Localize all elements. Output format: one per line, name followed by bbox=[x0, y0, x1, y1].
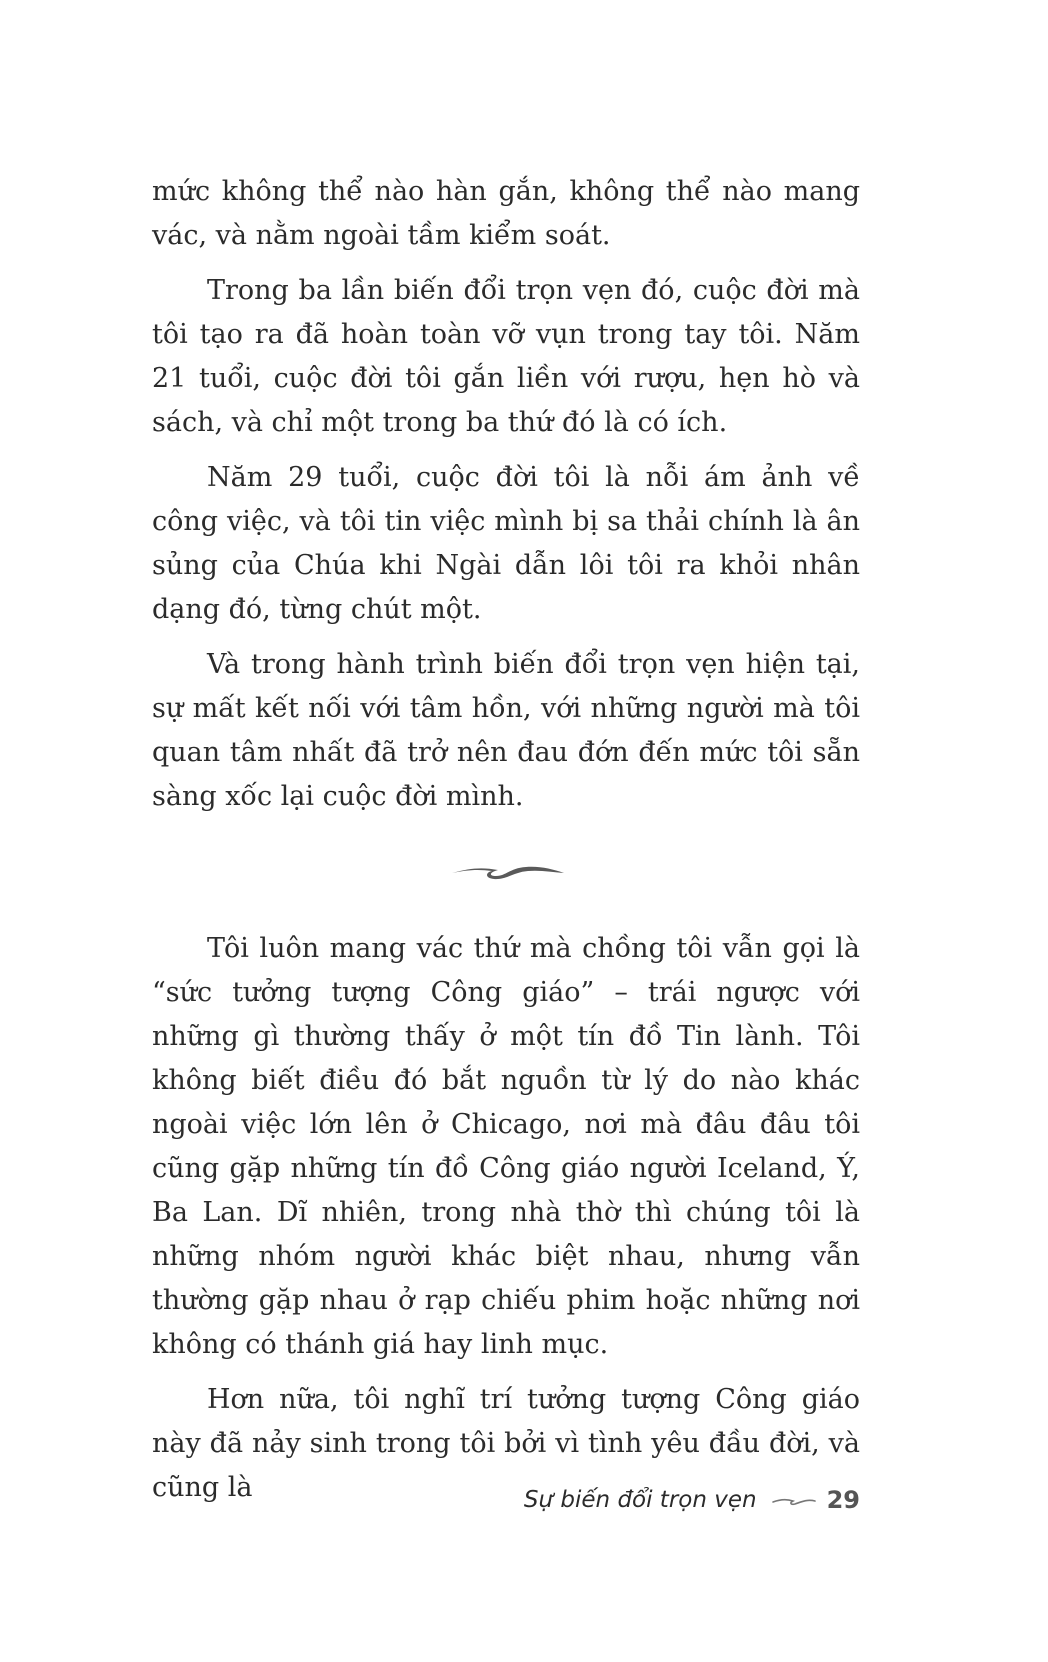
page-footer bbox=[500, 1480, 860, 1520]
body-text-bottom bbox=[152, 927, 860, 1521]
body-text-top bbox=[152, 170, 860, 830]
paragraph: Trong ba lần biến đổi trọn vẹn đó, cuộc đời mà tôi tạo ra đã hoàn toàn vỡ vụn trong tay tôi. Năm 21 tuổi, cuộc đời tôi gắn liền với rượu, hẹn hò và sách, và chỉ một trong ba thứ đó là có ích. bbox=[152, 275, 860, 438]
paragraph: Tôi luôn mang vác thứ mà chồng tôi vẫn gọi là “sức tưởng tượng Công giáo” – trái ngược với những gì thường thấy ở một tín đồ Tin lành. Tôi không biết điều đó bắt nguồn từ lý do nào khác ngoài việc lớn lên ở Chicago, nơi mà đâu đâu tôi cũng gặp những tín đồ Công giáo người Iceland, Ý, Ba Lan. Dĩ nhiên, trong nhà thờ thì chúng tôi là những nhóm người khác biệt nhau, nhưng vẫn thường gặp nhau ở rạp chiếu phim hoặc những nơi không có thánh giá hay linh mục. bbox=[152, 933, 860, 1360]
paragraph: Năm 29 tuổi, cuộc đời tôi là nỗi ám ảnh về công việc, và tôi tin việc mình bị sa thải chính là ân sủng của Chúa khi Ngài dẫn lôi tôi ra khỏi nhân dạng đó, từng chút một. bbox=[152, 462, 860, 625]
swash-icon bbox=[771, 1492, 817, 1508]
page-number: 29 bbox=[826, 1486, 860, 1514]
paragraph: Hơn nữa, tôi nghĩ trí tưởng tượng Công giáo này đã nảy sinh trong tôi bởi vì tình yêu đầu đời, và cũng là bbox=[152, 1384, 860, 1503]
running-title: Sự biến đổi trọn vẹn bbox=[523, 1487, 757, 1513]
paragraph: mức không thể nào hàn gắn, không thể nào mang vác, và nằm ngoài tầm kiểm soát. bbox=[152, 176, 860, 251]
paragraph: Và trong hành trình biến đổi trọn vẹn hiện tại, sự mất kết nối với tâm hồn, với những người mà tôi quan tâm nhất đã trở nên đau đớn đến mức tôi sẵn sàng xốc lại cuộc đời mình. bbox=[152, 649, 860, 812]
swash-ornament-icon bbox=[448, 858, 568, 882]
